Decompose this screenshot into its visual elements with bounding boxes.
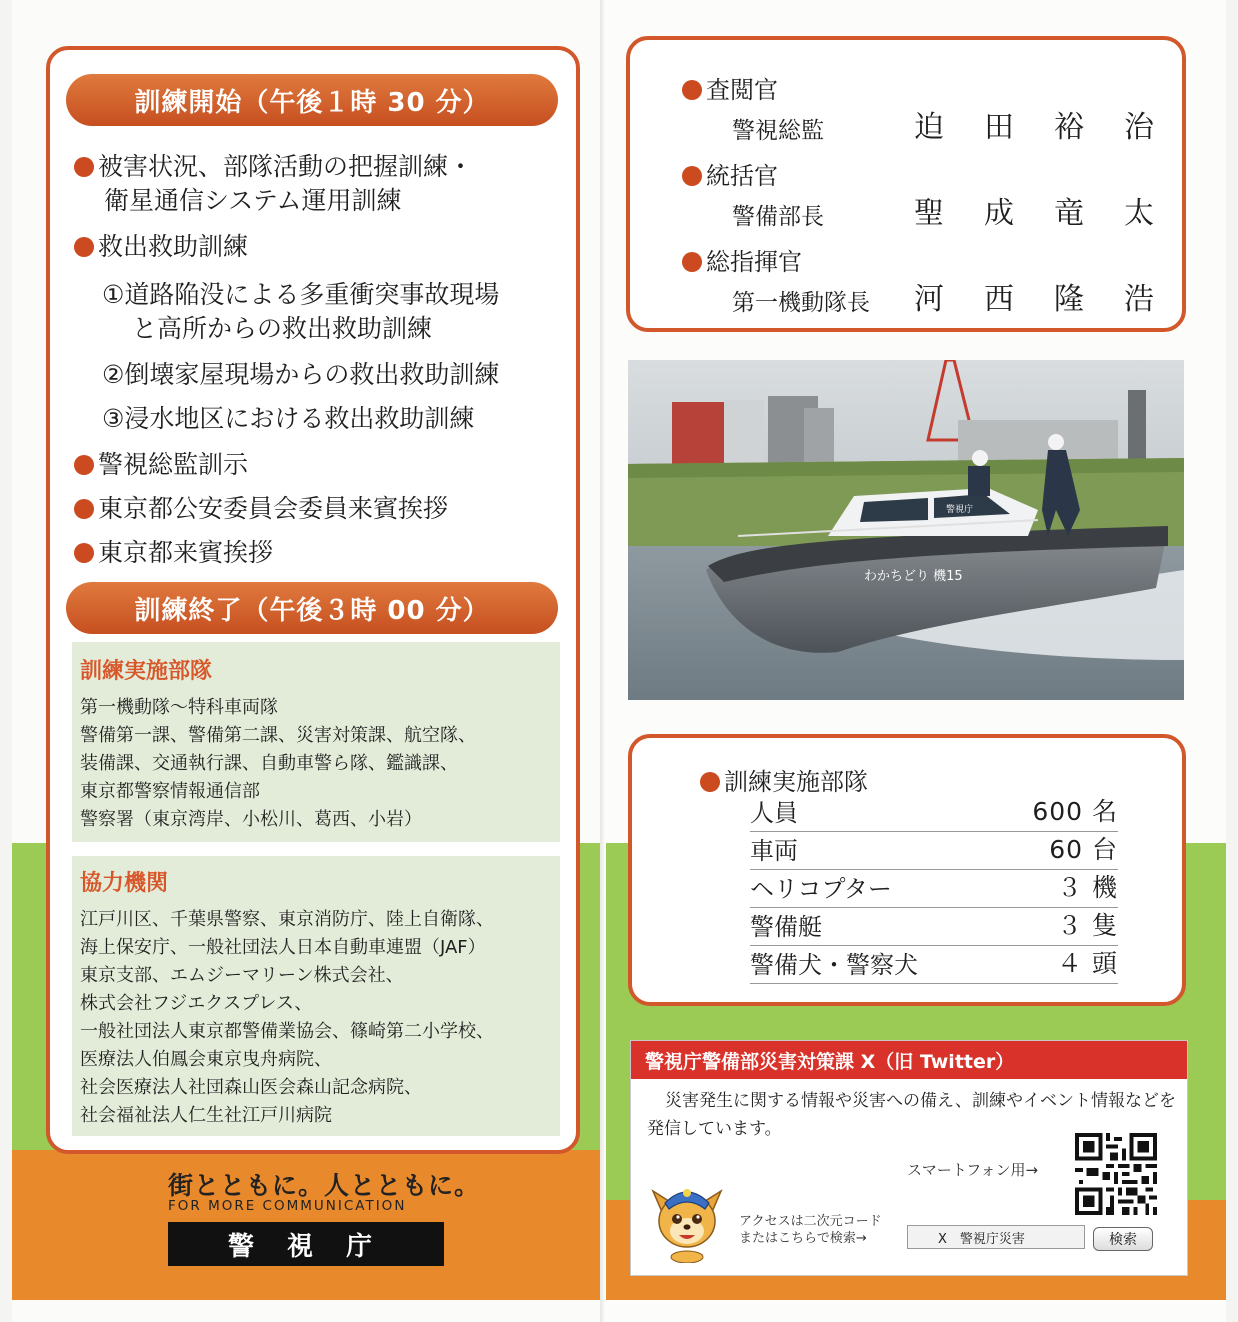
bullet-dot-icon <box>74 455 94 475</box>
units-box-title: 訓練実施部隊 <box>80 659 213 684</box>
end-pill: 訓練終了（午後３時 00 分） <box>66 582 558 634</box>
bullet-dot-icon <box>74 237 94 257</box>
start-pill: 訓練開始（午後１時 30 分） <box>66 74 558 126</box>
slogan-en: FOR MORE COMMUNICATION <box>168 1198 407 1214</box>
official-title: 警備部長 <box>732 204 824 230</box>
boat-hull-text: 警視庁 <box>946 505 974 515</box>
bullet-dot-icon <box>682 80 702 100</box>
coop-box-text: 江戸川区、千葉県警察、東京消防庁、陸上自衛隊、 海上保安庁、一般社団法人日本自動車連盟（JAF） 東京支部、エムジーマリーン株式会社、 株式会社フジエクスプレス、 一般社団法人東京都警備業協会、篠崎第二小学校、 医療法人伯鳳会東京曳舟病院、 社会医療法人社団森山医会森山記念病院、 社会福祉法人仁生社江戸川病院 <box>80 909 494 1126</box>
bullet-dot-icon <box>682 252 702 272</box>
units-title: 訓練実施部隊 <box>700 762 868 797</box>
access-note: アクセスは二次元コード またはこちらで検索→ <box>739 1214 882 1246</box>
official-title: 警視総監 <box>732 118 824 144</box>
bullet-item: 衛星通信システム運用訓練 <box>104 186 402 215</box>
units-card <box>628 734 1186 1006</box>
official-name: 聖 成 竜 太 <box>914 196 1154 231</box>
units-box-text: 第一機動隊～特科車両隊 警備第一課、警備第二課、災害対策課、航空隊、 装備課、交通執行課、自動車警ら隊、鑑識課、 東京都警察情報通信部 警察署（東京湾岸、小松川、葛西、小岩） <box>80 697 476 830</box>
left-panel <box>12 0 604 1322</box>
qr-code-icon[interactable] <box>1075 1133 1157 1215</box>
mascot-icon <box>645 1173 729 1263</box>
official-role: 統括官 <box>682 156 778 191</box>
slogan: 街とともに。人とともに。 <box>168 1171 481 1200</box>
official-role: 査閲官 <box>682 70 778 105</box>
sub-item: ③浸水地区における救出救助訓練 <box>102 404 475 433</box>
bullet-dot-icon <box>74 157 94 177</box>
schedule-card <box>46 46 580 1154</box>
unit-row: 人員 600 名 <box>750 794 1118 832</box>
coop-box <box>72 856 560 1136</box>
units-box <box>72 642 560 842</box>
unit-row: 警備犬・警察犬 ４ 頭 <box>750 946 1118 984</box>
unit-row: 車両 60 台 <box>750 832 1118 870</box>
unit-row: ヘリコプター ３ 機 <box>750 870 1118 908</box>
x-description: 災害発生に関する情報や災害への備え、訓練やイベント情報などを発信しています。 <box>647 1091 1177 1139</box>
x-header: 警視庁警備部災害対策課 X（旧 Twitter） <box>631 1041 1187 1079</box>
right-panel <box>606 0 1226 1322</box>
official-role: 総指揮官 <box>682 242 802 277</box>
x-account-box <box>630 1040 1188 1276</box>
search-field[interactable]: X 警視庁災害 <box>907 1225 1085 1249</box>
boat-photo <box>628 360 1184 700</box>
sub-item: と高所からの救出救助訓練 <box>132 314 433 343</box>
bullet-dot-icon <box>74 499 94 519</box>
official-title: 第一機動隊長 <box>732 290 870 316</box>
bullet-item: 警視総監訓示 <box>74 448 248 482</box>
boat-photo-illustration <box>628 360 1184 700</box>
agency-logo: 警 視 庁 <box>168 1222 444 1266</box>
search-button[interactable]: 検索 <box>1093 1227 1153 1251</box>
boat-label: わかちどり 機15 <box>864 569 963 584</box>
officials-card <box>626 36 1186 332</box>
coop-box-title: 協力機関 <box>80 871 169 896</box>
bullet-item: 東京都公安委員会委員来賓挨拶 <box>74 492 448 526</box>
bullet-item: 救出救助訓練 <box>74 230 248 264</box>
unit-row: 警備艇 ３ 隻 <box>750 908 1118 946</box>
bullet-dot-icon <box>74 543 94 563</box>
sub-item: ②倒壊家屋現場からの救出救助訓練 <box>102 360 500 389</box>
bullet-dot-icon <box>700 772 720 792</box>
bullet-item: 東京都来賓挨拶 <box>74 536 273 570</box>
bullet-item: 被害状況、部隊活動の把握訓練・ <box>74 150 473 184</box>
bullet-dot-icon <box>682 166 702 186</box>
official-name: 河 西 隆 浩 <box>914 282 1154 317</box>
smartphone-label: スマートフォン用→ <box>907 1161 1039 1179</box>
sub-item: ①道路陥没による多重衝突事故現場 <box>102 280 500 309</box>
official-name: 迫 田 裕 治 <box>914 110 1154 145</box>
